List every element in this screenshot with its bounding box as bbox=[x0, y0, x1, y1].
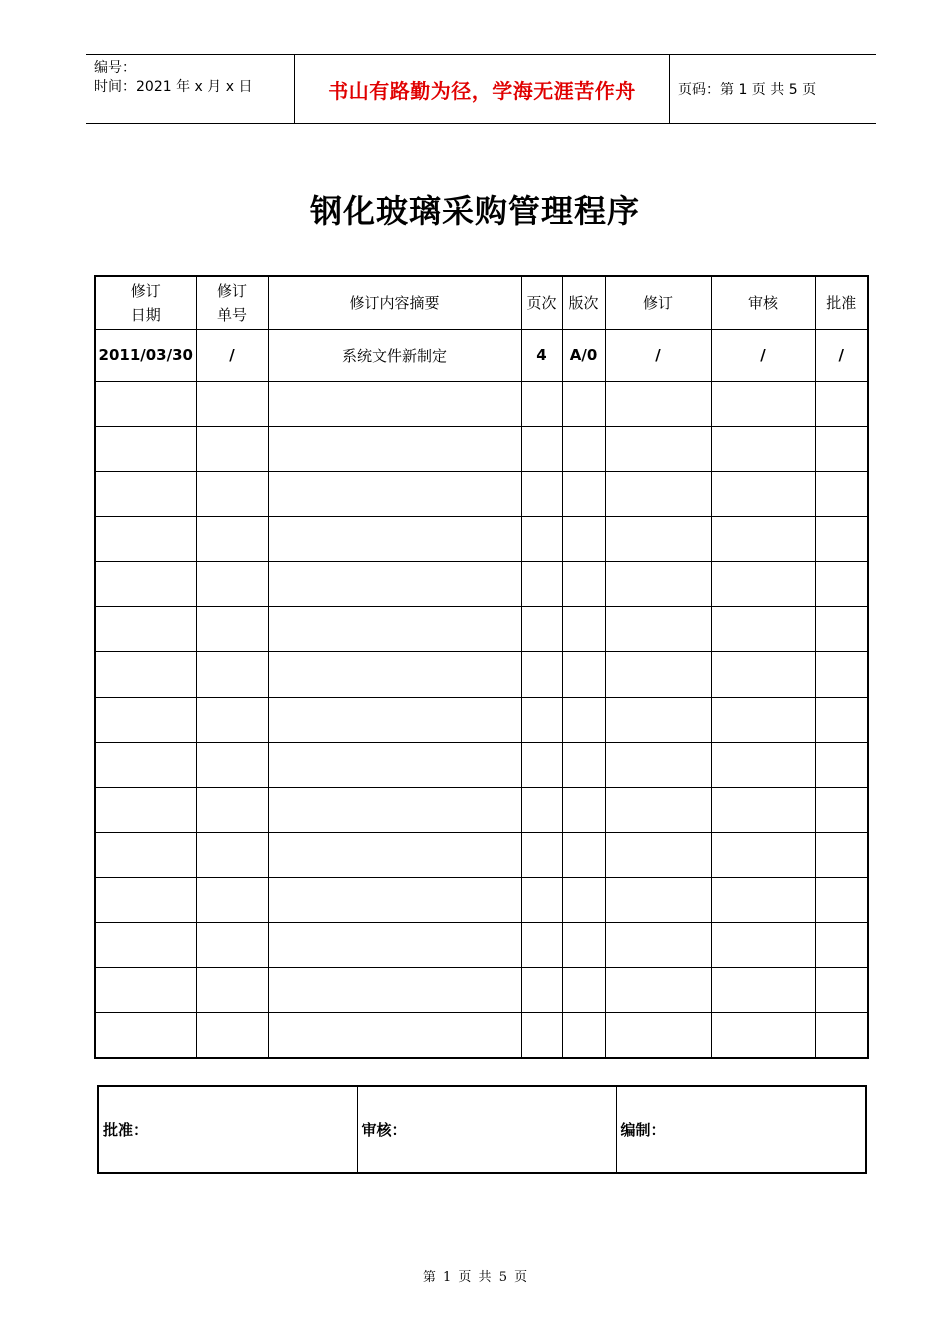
table-row-empty bbox=[95, 607, 868, 652]
cell-summary: 系统文件新制定 bbox=[268, 329, 521, 381]
cell-version: A/0 bbox=[562, 329, 605, 381]
table-row-empty bbox=[95, 471, 868, 516]
page-footer: 第 1 页 共 5 页 bbox=[422, 1270, 528, 1285]
header-page-info: 页码：第 1 页 共 5 页 bbox=[678, 82, 817, 98]
document-number-label: 编号： bbox=[94, 60, 136, 76]
table-row-empty bbox=[95, 562, 868, 607]
revision-table bbox=[94, 275, 869, 1059]
header-meta bbox=[86, 55, 294, 123]
header-approved: 批准 bbox=[815, 276, 868, 329]
table-row-empty bbox=[95, 877, 868, 922]
signoff-prepare: 编制： bbox=[616, 1086, 866, 1173]
table-row bbox=[95, 329, 868, 381]
header-revision-date bbox=[95, 276, 196, 329]
document-title: 钢化玻璃采购管理程序 bbox=[309, 192, 640, 230]
cell-order-no: / bbox=[196, 329, 268, 381]
header-reviewed: 审核 bbox=[711, 276, 815, 329]
header-date-line2: 日期 bbox=[130, 305, 161, 324]
table-row-empty bbox=[95, 697, 868, 742]
table-row-empty bbox=[95, 1013, 868, 1058]
header-summary: 修订内容摘要 bbox=[268, 276, 521, 329]
signoff-approve: 批准： bbox=[98, 1086, 357, 1173]
header-date-line1: 修订 bbox=[130, 281, 161, 300]
document-time-label: 时间：2021 年 x 月 x 日 bbox=[94, 79, 253, 95]
table-row-empty bbox=[95, 832, 868, 877]
table-row-empty bbox=[95, 381, 868, 426]
cell-approved: / bbox=[815, 329, 868, 381]
signoff-review: 审核： bbox=[357, 1086, 616, 1173]
table-row-empty bbox=[95, 426, 868, 471]
signoff-table bbox=[97, 1085, 867, 1174]
table-row-empty bbox=[95, 923, 868, 968]
header-pages: 页次 bbox=[521, 276, 562, 329]
table-row-empty bbox=[95, 787, 868, 832]
cell-reviewed: / bbox=[711, 329, 815, 381]
header-revised: 修订 bbox=[605, 276, 711, 329]
table-row-empty bbox=[95, 968, 868, 1013]
header-order-line2: 单号 bbox=[216, 305, 247, 324]
page-header bbox=[86, 54, 876, 124]
cell-revised: / bbox=[605, 329, 711, 381]
header-version: 版次 bbox=[562, 276, 605, 329]
table-row-empty bbox=[95, 742, 868, 787]
table-row-empty bbox=[95, 517, 868, 562]
header-motto: 书山有路勤为径，学海无涯苦作舟 bbox=[294, 55, 670, 123]
revision-table-header bbox=[95, 276, 868, 329]
table-row-empty bbox=[95, 652, 868, 697]
header-revision-order bbox=[196, 276, 268, 329]
cell-date: 2011/03/30 bbox=[95, 329, 196, 381]
cell-pages: 4 bbox=[521, 329, 562, 381]
header-order-line1: 修订 bbox=[216, 281, 247, 300]
